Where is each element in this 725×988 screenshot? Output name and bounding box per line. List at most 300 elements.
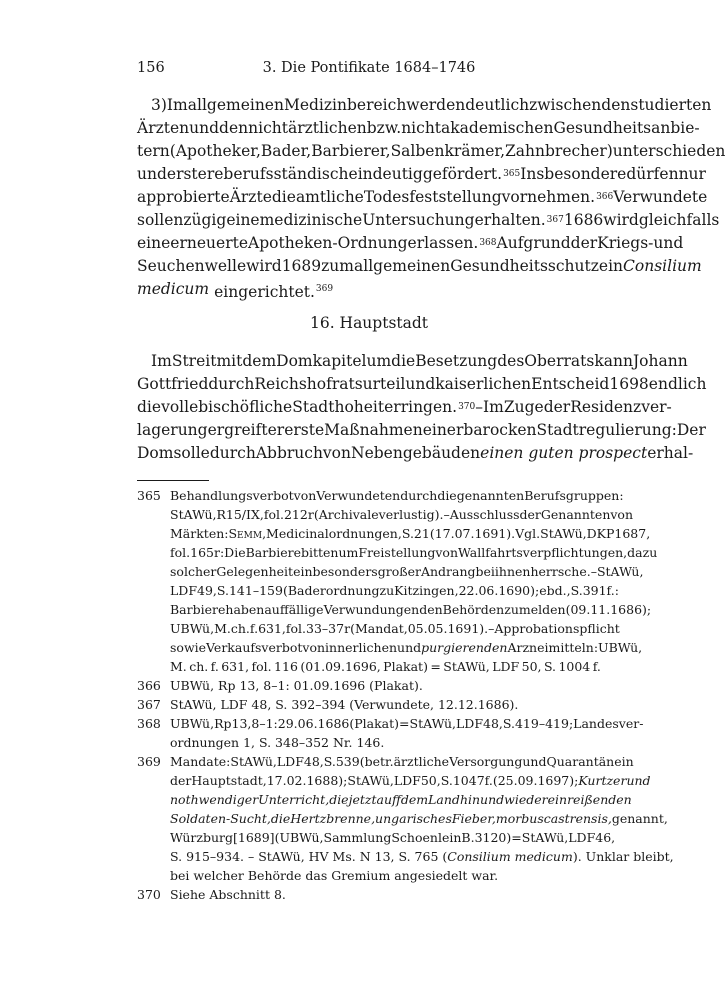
word: Apotheken-Ordnung bbox=[248, 234, 408, 252]
word: hin bbox=[459, 792, 481, 807]
word: Dom bbox=[137, 444, 174, 462]
word: erstere bbox=[166, 165, 224, 183]
word: Würzburg bbox=[170, 830, 233, 845]
text-line bbox=[137, 209, 720, 232]
word: B. bbox=[461, 830, 475, 845]
word: Gesundheitsanbie- bbox=[553, 119, 700, 137]
word: Rp bbox=[214, 716, 232, 731]
word: 1047 bbox=[452, 773, 485, 788]
word: die bbox=[391, 352, 416, 370]
word: 17.02.1688); bbox=[266, 773, 348, 788]
italic-term: einen guten prospect bbox=[480, 444, 648, 462]
word: Gelegenheit bbox=[216, 564, 294, 579]
word: berufsständisch bbox=[223, 165, 349, 183]
section-heading: 16. Hauptstadt bbox=[309, 314, 429, 332]
word: und bbox=[405, 375, 436, 393]
word: Arzneimitteln: bbox=[507, 640, 599, 655]
word: (25.09.1697); bbox=[492, 773, 579, 788]
word: Reichshofratsurteil bbox=[254, 375, 406, 393]
word: durch bbox=[400, 488, 438, 503]
word: Mandate: bbox=[170, 754, 231, 769]
footnotes bbox=[137, 486, 674, 904]
word: von bbox=[322, 444, 351, 462]
word: zu bbox=[642, 545, 658, 560]
word: (betr. bbox=[359, 754, 394, 769]
word: Bader, bbox=[260, 142, 312, 160]
footnote-line: Märkten: Semm, Medicinalordnungen, S. 21 (17.07.1691). Vgl. StAWü, DKP 1687, bbox=[170, 526, 651, 541]
word: (09.11.1686); bbox=[565, 602, 652, 617]
word: Hauptstadt, bbox=[191, 773, 267, 788]
word: ergreift bbox=[207, 421, 268, 439]
paragraph-hauptstadt bbox=[137, 350, 707, 465]
word: verlustig). bbox=[378, 507, 444, 522]
word: und bbox=[522, 754, 547, 769]
word: S. bbox=[216, 583, 229, 598]
footnote-ref: 368 bbox=[479, 238, 497, 248]
word: Wallfahrtsverpflichtungen, bbox=[458, 545, 628, 560]
footnote-line: S. 915–934. – StAWü, HV Ms. N 13, S. 765 (Consilium medicum). Unklar bleibt, bbox=[170, 849, 674, 864]
word: Ärzte bbox=[229, 188, 272, 206]
word: 48, bbox=[303, 754, 324, 769]
word: bei bbox=[475, 564, 495, 579]
word: Verkaufsverbot bbox=[206, 640, 303, 655]
word: 391 bbox=[582, 583, 607, 598]
footnote-370 bbox=[137, 885, 601, 904]
word: die bbox=[329, 792, 349, 807]
word: Aufgrund bbox=[496, 234, 571, 252]
word: Verwundeten bbox=[316, 488, 401, 503]
word: erneuerte bbox=[170, 234, 249, 252]
word: dem bbox=[242, 352, 277, 370]
footnote-368 bbox=[137, 714, 644, 752]
word: StAWü, bbox=[170, 507, 217, 522]
word: Der bbox=[676, 421, 706, 439]
word: StAWü, bbox=[596, 564, 644, 579]
word: 13, bbox=[231, 716, 252, 731]
word: Behandlungsverbot bbox=[170, 488, 294, 503]
word: Todesfeststellung bbox=[363, 188, 502, 206]
word: 212r bbox=[283, 507, 314, 522]
word: Kitzingen, bbox=[394, 583, 459, 598]
word: fol. bbox=[285, 621, 307, 636]
word: S. bbox=[570, 583, 583, 598]
word: fol. bbox=[170, 545, 191, 560]
word: fol. bbox=[251, 659, 272, 674]
word: von bbox=[610, 507, 634, 522]
word: gefördert. bbox=[422, 165, 503, 183]
word: Behörden bbox=[442, 602, 505, 617]
word: erste bbox=[284, 421, 325, 439]
footnote-line bbox=[170, 828, 616, 847]
word: lagerung bbox=[137, 421, 208, 439]
word: (Mandat, bbox=[350, 621, 408, 636]
word: 116 bbox=[274, 659, 298, 674]
word: Johann bbox=[632, 352, 688, 370]
word: 3) bbox=[151, 96, 167, 114]
word: Im bbox=[151, 352, 172, 370]
word: Gesundheitsschutz bbox=[450, 257, 599, 275]
footnote-line: bei welcher Behörde das Gremium angesiedelt war. bbox=[170, 868, 499, 883]
word: – bbox=[590, 564, 597, 579]
footnote-number: 370 bbox=[137, 887, 161, 902]
word: großer bbox=[377, 564, 421, 579]
word: 22.06.1690); bbox=[458, 583, 540, 598]
word: zügig bbox=[183, 211, 227, 229]
word: die bbox=[270, 811, 291, 826]
word: 05.05.1691). bbox=[407, 621, 489, 636]
word: = bbox=[430, 659, 441, 674]
footnote-number: 367 bbox=[137, 697, 161, 712]
footnote-367 bbox=[137, 695, 601, 714]
word: zum bbox=[321, 257, 354, 275]
word: um bbox=[338, 545, 359, 560]
word: ebd., bbox=[539, 583, 571, 598]
text-line: medicum eingerichtet.$^{369}$ bbox=[137, 280, 334, 301]
word: Streit bbox=[171, 352, 217, 370]
word: eindeutig bbox=[348, 165, 423, 183]
footnote-line bbox=[170, 543, 658, 562]
word: allgemeinen bbox=[187, 96, 284, 114]
word: Insbesondere bbox=[520, 165, 627, 183]
word: Genannten bbox=[540, 507, 611, 522]
word: die bbox=[271, 188, 296, 206]
word: Zahnbrecher) bbox=[505, 142, 613, 160]
word: 1686 bbox=[563, 211, 604, 229]
word: = bbox=[399, 716, 410, 731]
word: Salbenkrämer, bbox=[390, 142, 506, 160]
text-line bbox=[137, 163, 706, 186]
word: fol. bbox=[263, 507, 284, 522]
word: endlich bbox=[648, 375, 707, 393]
word: ch. bbox=[189, 659, 209, 674]
word: morbus bbox=[495, 811, 544, 826]
word: nur bbox=[678, 165, 706, 183]
italic-term: Consilium bbox=[623, 257, 702, 275]
word: 50, bbox=[420, 773, 441, 788]
word: da bbox=[627, 545, 643, 560]
word: Barbiere bbox=[170, 602, 226, 617]
word: Medizinbereich bbox=[283, 96, 407, 114]
word: Sammlung bbox=[323, 830, 392, 845]
word: Barbiere bbox=[245, 545, 301, 560]
text-line bbox=[137, 255, 702, 278]
word: und bbox=[137, 165, 167, 183]
word: und bbox=[653, 234, 684, 252]
word: f. bbox=[249, 621, 259, 636]
word: melden bbox=[518, 602, 566, 617]
word: 631, bbox=[221, 659, 250, 674]
word: bitten bbox=[300, 545, 339, 560]
footnote-number: 368 bbox=[137, 716, 161, 731]
footnote-ref: 367 bbox=[546, 215, 564, 225]
word: 15/IX, bbox=[225, 507, 264, 522]
text-line bbox=[137, 117, 700, 140]
word: (Archivale bbox=[313, 507, 379, 522]
word: (UBWü, bbox=[274, 830, 324, 845]
word: f. bbox=[484, 773, 493, 788]
word: StAWü, bbox=[443, 659, 490, 674]
word: in bbox=[621, 754, 634, 769]
word: unterschieden bbox=[612, 142, 725, 160]
word: 1689 bbox=[281, 257, 322, 275]
small-caps-author: Semm bbox=[228, 526, 263, 541]
word: solcher bbox=[170, 564, 217, 579]
footnote-line bbox=[170, 505, 634, 524]
text-line bbox=[137, 186, 708, 209]
word: 539 bbox=[335, 754, 360, 769]
word: Andrang bbox=[420, 564, 476, 579]
word: durch bbox=[209, 444, 256, 462]
word: approbierte bbox=[137, 188, 230, 206]
word: M. bbox=[170, 659, 187, 674]
word: S. bbox=[543, 659, 557, 674]
word: Im bbox=[483, 398, 504, 416]
word: ungarisches bbox=[375, 811, 452, 826]
word: innerlichen bbox=[325, 640, 398, 655]
word: Stadthoheit bbox=[292, 398, 385, 416]
word: und bbox=[189, 119, 220, 137]
word: um bbox=[366, 352, 392, 370]
word: 33–37r bbox=[306, 621, 351, 636]
word: amtliche bbox=[295, 188, 364, 206]
word: (Baderordnung bbox=[282, 583, 380, 598]
footnote-line: UBWü, Rp 13, 8–1: 01.09.1696 (Plakat). bbox=[170, 678, 423, 693]
word: Zuge bbox=[503, 398, 544, 416]
running-head bbox=[137, 60, 601, 80]
word: Vgl. bbox=[515, 526, 541, 541]
word: zu bbox=[379, 583, 395, 598]
word: genannten bbox=[456, 488, 525, 503]
word: Hertzbrenne, bbox=[290, 811, 376, 826]
word: Gottfried bbox=[137, 375, 209, 393]
word: wiedereinreißenden bbox=[504, 792, 632, 807]
word: ein bbox=[293, 564, 313, 579]
word: mit bbox=[216, 352, 243, 370]
word: durch bbox=[208, 375, 255, 393]
word: der bbox=[170, 773, 192, 788]
word: besonders bbox=[312, 564, 378, 579]
word: 49, bbox=[197, 583, 217, 598]
word: sollen bbox=[137, 211, 184, 229]
footnote-366 bbox=[137, 676, 601, 695]
footnote-line: ordnungen 1, S. 348–352 Nr. 146. bbox=[170, 735, 385, 750]
word: 1687, bbox=[614, 526, 651, 541]
word: einer bbox=[422, 421, 464, 439]
word: – bbox=[475, 398, 483, 416]
word: f. bbox=[592, 659, 601, 674]
word: zwischen bbox=[529, 96, 602, 114]
word: Versorgung bbox=[449, 754, 523, 769]
word: R bbox=[216, 507, 226, 522]
word: medizinische bbox=[259, 211, 363, 229]
word: Schoenlein bbox=[391, 830, 462, 845]
word: Soldaten-Sucht, bbox=[170, 811, 271, 826]
footnote-divider bbox=[137, 480, 209, 481]
word: 165r: bbox=[190, 545, 225, 560]
footnote-number: 366 bbox=[137, 678, 161, 693]
word: ein bbox=[598, 257, 624, 275]
word: 50, bbox=[521, 659, 542, 674]
word: der bbox=[543, 398, 571, 416]
footnote-line bbox=[170, 714, 644, 733]
text-line bbox=[137, 396, 672, 419]
word: LDF bbox=[170, 583, 197, 598]
word: Kriegs- bbox=[597, 234, 654, 252]
word: bischöfliche bbox=[198, 398, 293, 416]
italic-term: Consilium medicum bbox=[447, 849, 573, 864]
word: = bbox=[511, 830, 522, 845]
word: werden bbox=[406, 96, 466, 114]
word: – bbox=[443, 507, 450, 522]
text-line bbox=[137, 232, 684, 255]
word: und bbox=[397, 640, 422, 655]
footnote-ref: 366 bbox=[596, 192, 614, 202]
word: – bbox=[488, 621, 495, 636]
word: gleichfalls bbox=[638, 211, 720, 229]
footnote-ref: 370 bbox=[458, 402, 476, 412]
word: S. bbox=[502, 716, 515, 731]
word: wird bbox=[603, 211, 639, 229]
word: [1689] bbox=[232, 830, 275, 845]
word: eine bbox=[226, 211, 260, 229]
word: Residenzver- bbox=[570, 398, 672, 416]
word: die bbox=[137, 398, 162, 416]
italic-term: medicum bbox=[137, 280, 210, 298]
paragraph-medical bbox=[137, 94, 725, 301]
word: 48, bbox=[483, 716, 503, 731]
word: volle bbox=[161, 398, 199, 416]
word: den bbox=[419, 602, 443, 617]
word: 419–419; bbox=[514, 716, 574, 731]
word: ch. bbox=[230, 621, 250, 636]
word: Seuchenwelle bbox=[137, 257, 247, 275]
word: StAWü, bbox=[540, 526, 587, 541]
word: kann bbox=[594, 352, 633, 370]
word: dürfen bbox=[626, 165, 679, 183]
footnote-line bbox=[170, 752, 634, 771]
word: 1004 bbox=[558, 659, 591, 674]
word: Quarantäne bbox=[546, 754, 622, 769]
word: StAWü, bbox=[347, 773, 394, 788]
word: haben bbox=[225, 602, 265, 617]
footnote-line bbox=[170, 771, 651, 790]
word: des bbox=[497, 352, 525, 370]
word: und bbox=[626, 773, 651, 788]
word: erlassen. bbox=[407, 234, 479, 252]
word: der bbox=[570, 234, 598, 252]
word: 3120) bbox=[474, 830, 512, 845]
word: UBWü, bbox=[598, 640, 643, 655]
text-line bbox=[137, 350, 688, 373]
word: tern bbox=[137, 142, 170, 160]
word: 8–1: bbox=[251, 716, 278, 731]
word: DKP bbox=[586, 526, 615, 541]
word: Entscheid bbox=[531, 375, 610, 393]
footnote-line bbox=[170, 638, 643, 657]
word: ihnen bbox=[494, 564, 531, 579]
word: Land bbox=[428, 792, 460, 807]
word: kaiserlichen bbox=[435, 375, 532, 393]
word: UBWü, bbox=[170, 621, 215, 636]
word: auffällige bbox=[264, 602, 324, 617]
word: der bbox=[519, 507, 541, 522]
word: LDF bbox=[393, 773, 421, 788]
word: LDF bbox=[492, 659, 520, 674]
word: zu bbox=[504, 602, 519, 617]
footnote-line bbox=[170, 790, 632, 809]
word: nichtakademischen bbox=[401, 119, 554, 137]
word: erhalten. bbox=[474, 211, 546, 229]
text-line bbox=[137, 419, 706, 442]
word: er bbox=[267, 421, 285, 439]
word: eine bbox=[137, 234, 171, 252]
word: Verwundungen bbox=[323, 602, 420, 617]
word: Besetzung bbox=[415, 352, 498, 370]
word: LDF bbox=[456, 716, 483, 731]
word: erringen. bbox=[384, 398, 458, 416]
word: S. bbox=[440, 773, 453, 788]
word: Verwundete bbox=[613, 188, 708, 206]
text-line bbox=[137, 94, 712, 117]
word: Die bbox=[224, 545, 246, 560]
word: Abbruch bbox=[255, 444, 323, 462]
footnote-line bbox=[170, 619, 620, 638]
word: (Apotheker, bbox=[169, 142, 261, 160]
footnote-line: Siehe Abschnitt 8. bbox=[170, 887, 286, 902]
footnote-369 bbox=[137, 752, 674, 885]
word: Plakat) bbox=[383, 659, 428, 674]
word: auff bbox=[376, 792, 401, 807]
italic-term: purgierenden bbox=[421, 640, 508, 655]
word: f.: bbox=[606, 583, 619, 598]
text-line bbox=[137, 140, 725, 163]
word: Ausschluss bbox=[449, 507, 520, 522]
word: Kurtzer bbox=[578, 773, 627, 788]
word: StAWü, bbox=[521, 830, 569, 845]
word: ärztliche bbox=[393, 754, 450, 769]
word: StAWü, bbox=[230, 754, 277, 769]
word: (17.07.1691). bbox=[429, 526, 516, 541]
word: herrsche. bbox=[530, 564, 591, 579]
footnote-number: 369 bbox=[137, 754, 161, 769]
word: Stadtregulierung: bbox=[536, 421, 677, 439]
word: Nebengebäuden bbox=[351, 444, 481, 462]
footnote-line: Soldaten-Sucht, die Hertzbrenne, ungarisches Fieber, morbus castrensis, genannt, bbox=[170, 811, 668, 826]
text-line: Dom solle durch Abbruch von Nebengebäuden einen guten prospect erhal- bbox=[137, 442, 601, 465]
word: vornehmen. bbox=[501, 188, 596, 206]
word: den bbox=[601, 96, 631, 114]
word: 29.06.1686 bbox=[277, 716, 350, 731]
word: sowie bbox=[170, 640, 207, 655]
word: LDF bbox=[276, 754, 304, 769]
word: von bbox=[302, 640, 326, 655]
word: (01.09.1696, bbox=[300, 659, 381, 674]
word: Untersuchung bbox=[362, 211, 475, 229]
word: S. bbox=[323, 754, 336, 769]
word: (Plakat) bbox=[349, 716, 400, 731]
word: f. bbox=[210, 659, 219, 674]
word: bzw. bbox=[366, 119, 402, 137]
word: 141–159 bbox=[228, 583, 283, 598]
word: Barbierer, bbox=[311, 142, 391, 160]
text-line bbox=[137, 373, 707, 396]
word: nothwendiger bbox=[170, 792, 259, 807]
word: 631, bbox=[258, 621, 286, 636]
footnote-line bbox=[170, 657, 601, 676]
footnote-line bbox=[170, 600, 652, 619]
word: Freistellung bbox=[358, 545, 436, 560]
running-title: 3. Die Pontifikate 1684–1746 bbox=[262, 60, 476, 76]
